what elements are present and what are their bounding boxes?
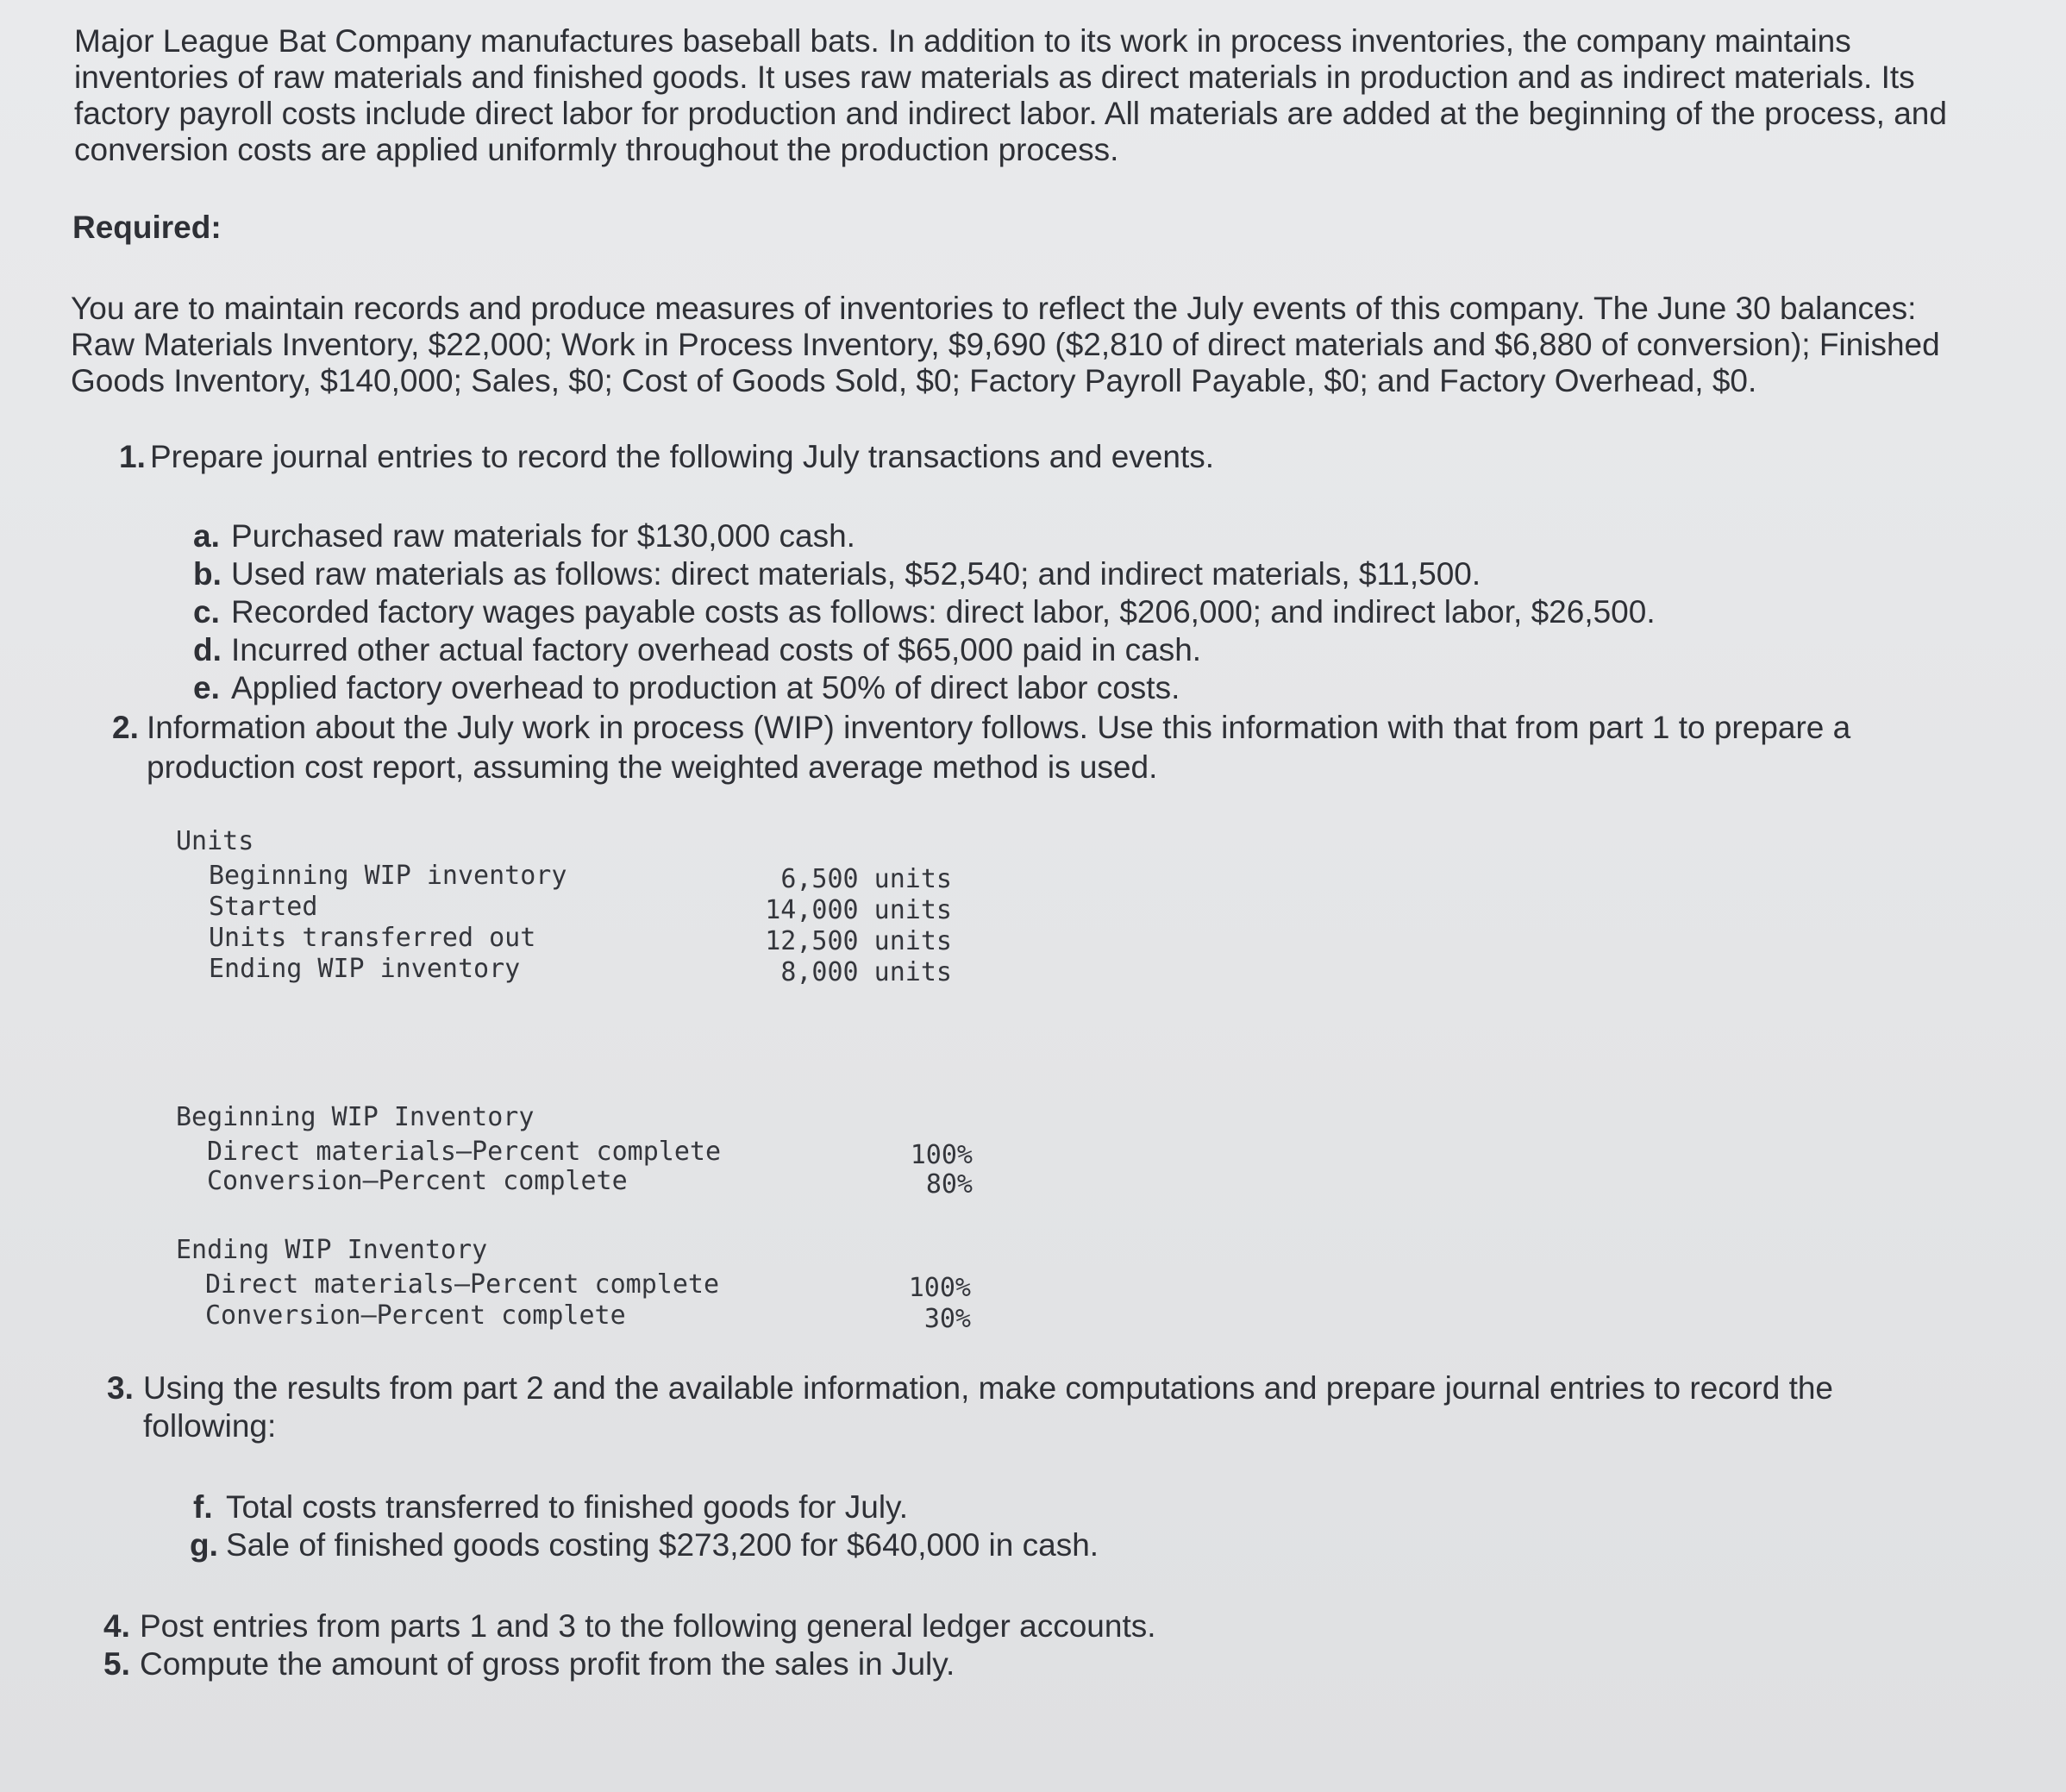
item-text: Used raw materials as follows: direct materials, $52,540; and indirect materials, $11,500. bbox=[231, 556, 1481, 592]
units-row-label: Ending WIP inventory bbox=[209, 954, 521, 984]
item-marker: a. bbox=[193, 518, 220, 554]
ending-wip-row-value: 30% bbox=[923, 1304, 971, 1334]
beginning-wip-row-value: 80% bbox=[925, 1169, 973, 1200]
item-text: Total costs transferred to finished goods for July. bbox=[226, 1489, 909, 1525]
item-text: Applied factory overhead to production at 50% of direct labor costs. bbox=[231, 670, 1180, 705]
intro-line: factory payroll costs include direct labor for production and indirect labor. All materials are added at the beginning of the process, and bbox=[74, 96, 1947, 131]
ending-wip-row-value: 100% bbox=[908, 1273, 971, 1303]
item-marker: f. bbox=[193, 1489, 213, 1525]
units-row-label: Beginning WIP inventory bbox=[209, 861, 567, 891]
beginning-wip-row-label: Conversion—Percent complete bbox=[207, 1166, 628, 1196]
item-marker: b. bbox=[193, 556, 222, 592]
beginning-wip-row-label: Direct materials—Percent complete bbox=[207, 1137, 722, 1167]
beginning-wip-heading: Beginning WIP Inventory bbox=[176, 1102, 535, 1132]
ending-wip-row-label: Direct materials—Percent complete bbox=[205, 1269, 720, 1300]
part-5-text: Compute the amount of gross profit from the sales in July. bbox=[140, 1646, 955, 1682]
ending-wip-row-label: Conversion—Percent complete bbox=[205, 1300, 626, 1331]
part-4-number: 4. bbox=[103, 1608, 130, 1644]
units-heading: Units bbox=[176, 826, 254, 856]
part-1-number: 1. bbox=[119, 439, 146, 474]
context-line: Goods Inventory, $140,000; Sales, $0; Cost of Goods Sold, $0; Factory Payroll Payable, $0; and Factory Overhead, $0. bbox=[71, 363, 1757, 398]
units-row-value: 6,500 units bbox=[780, 864, 952, 894]
part-2-line: Information about the July work in process (WIP) inventory follows. Use this information with that from part 1 to prepare a bbox=[147, 710, 1851, 745]
units-row-value: 8,000 units bbox=[780, 957, 952, 987]
part-5-number: 5. bbox=[103, 1646, 130, 1682]
context-line: You are to maintain records and produce measures of inventories to reflect the July events of this company. The June 30 balances: bbox=[71, 291, 1917, 326]
item-text: Sale of finished goods costing $273,200 for $640,000 in cash. bbox=[226, 1527, 1099, 1563]
part-1-text: Prepare journal entries to record the following July transactions and events. bbox=[150, 439, 1215, 474]
context-line: Raw Materials Inventory, $22,000; Work in Process Inventory, $9,690 ($2,810 of direct materials and $6,880 of conversion); Finished bbox=[71, 327, 1940, 362]
units-row-label: Units transferred out bbox=[209, 923, 536, 953]
intro-line: conversion costs are applied uniformly throughout the production process. bbox=[74, 132, 1119, 167]
intro-line: Major League Bat Company manufactures baseball bats. In addition to its work in process inventories, the company maintains bbox=[74, 23, 1851, 59]
part-4-text: Post entries from parts 1 and 3 to the following general ledger accounts. bbox=[140, 1608, 1156, 1644]
item-marker: d. bbox=[193, 632, 222, 667]
item-marker: g. bbox=[190, 1527, 218, 1563]
item-marker: c. bbox=[193, 594, 220, 630]
item-text: Purchased raw materials for $130,000 cash. bbox=[231, 518, 855, 554]
part-3-line: Using the results from part 2 and the available information, make computations and prepare journal entries to record the bbox=[143, 1370, 1834, 1406]
part-2-line: production cost report, assuming the weighted average method is used. bbox=[147, 749, 1158, 785]
beginning-wip-row-value: 100% bbox=[910, 1140, 973, 1170]
item-marker: e. bbox=[193, 670, 220, 705]
part-2-number: 2. bbox=[112, 710, 139, 745]
part-3-number: 3. bbox=[107, 1370, 134, 1406]
item-text: Incurred other actual factory overhead costs of $65,000 paid in cash. bbox=[231, 632, 1202, 667]
ending-wip-heading: Ending WIP Inventory bbox=[176, 1235, 488, 1265]
required-heading: Required: bbox=[72, 210, 222, 245]
intro-line: inventories of raw materials and finished goods. It uses raw materials as direct materials in production and as indirect materials. Its bbox=[74, 60, 1915, 95]
item-text: Recorded factory wages payable costs as follows: direct labor, $206,000; and indirect labor, $26,500. bbox=[231, 594, 1656, 630]
units-row-value: 12,500 units bbox=[765, 926, 952, 956]
units-row-label: Started bbox=[209, 892, 318, 922]
units-row-value: 14,000 units bbox=[765, 895, 952, 925]
part-3-line: following: bbox=[143, 1408, 277, 1444]
